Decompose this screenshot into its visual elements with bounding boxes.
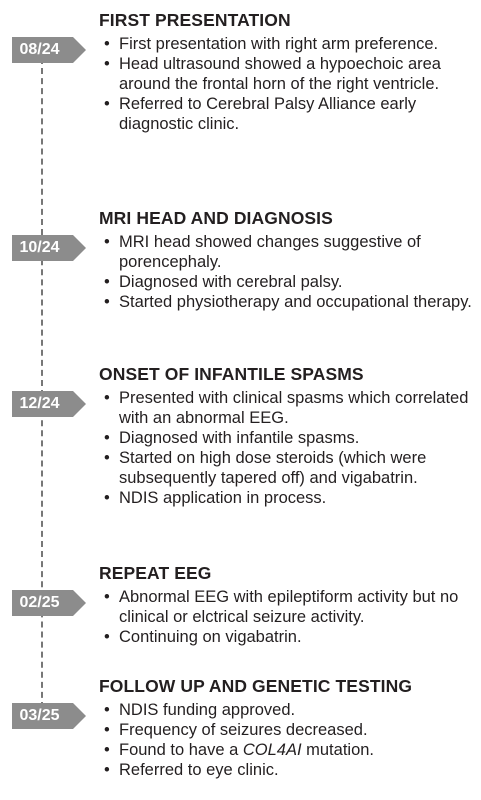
event-heading: REPEAT EEG — [99, 563, 212, 583]
bullet-text: Referred to Cerebral Palsy Alliance early diagnostic clinic. — [119, 95, 417, 133]
bullet-item — [104, 700, 476, 720]
bullet-item — [104, 587, 476, 627]
bullet-item — [104, 94, 476, 134]
bullet-text: Frequency of seizures decreased. — [119, 721, 368, 739]
bullet-item — [104, 388, 476, 428]
bullet-item — [104, 740, 476, 760]
bullet-item — [104, 448, 476, 488]
bullet-text: Presented with clinical spasms which correlated with an abnormal EEG. — [119, 389, 469, 427]
bullet-item — [104, 760, 476, 780]
bullet-item — [104, 720, 476, 740]
bullet-text: First presentation with right arm preference. — [119, 35, 439, 53]
bullet-item — [104, 54, 476, 94]
date-tag: 03/25 — [12, 703, 73, 729]
bullet-text: Abnormal EEG with epileptiform activity but no clinical or elctrical seizure activity. — [119, 588, 459, 626]
event-bullet-list — [104, 587, 476, 647]
bullet-text: Started physiotherapy and occupational therapy. — [119, 293, 472, 311]
bullet-text: NDIS application in process. — [119, 489, 327, 507]
date-tag: 10/24 — [12, 235, 73, 261]
bullet-text: Started on high dose steroids (which were subsequently tapered off) and vigabatrin. — [119, 449, 427, 487]
bullet-text: Diagnosed with infantile spasms. — [119, 429, 360, 447]
bullet-item — [104, 232, 476, 272]
date-tag: 12/24 — [12, 391, 73, 417]
event-bullet-list — [104, 34, 476, 134]
gene-name: COL4AI — [242, 741, 302, 759]
event-heading: ONSET OF INFANTILE SPASMS — [99, 364, 364, 384]
event-heading: FIRST PRESENTATION — [99, 10, 291, 30]
bullet-text: Diagnosed with cerebral palsy. — [119, 273, 343, 291]
bullet-item — [104, 34, 476, 54]
event-bullet-list — [104, 700, 476, 780]
timeline-dashed-line — [41, 58, 43, 718]
bullet-text: NDIS funding approved. — [119, 701, 296, 719]
bullet-text: Head ultrasound showed a hypoechoic area around the frontal horn of the right ventricle. — [119, 55, 441, 93]
event-heading: FOLLOW UP AND GENETIC TESTING — [99, 676, 413, 696]
bullet-item — [104, 488, 476, 508]
bullet-text: MRI head showed changes suggestive of porencephaly. — [119, 233, 421, 271]
date-tag: 02/25 — [12, 590, 73, 616]
bullet-text: Found to have a — [119, 741, 243, 759]
bullet-text: mutation. — [301, 741, 375, 759]
bullet-text: Referred to eye clinic. — [119, 761, 279, 779]
bullet-item — [104, 627, 476, 647]
date-tag: 08/24 — [12, 37, 73, 63]
event-bullet-list — [104, 232, 476, 312]
bullet-text: Continuing on vigabatrin. — [119, 628, 302, 646]
event-heading: MRI HEAD AND DIAGNOSIS — [99, 208, 333, 228]
bullet-item — [104, 428, 476, 448]
event-bullet-list — [104, 388, 476, 508]
bullet-item — [104, 272, 476, 292]
bullet-item — [104, 292, 476, 312]
